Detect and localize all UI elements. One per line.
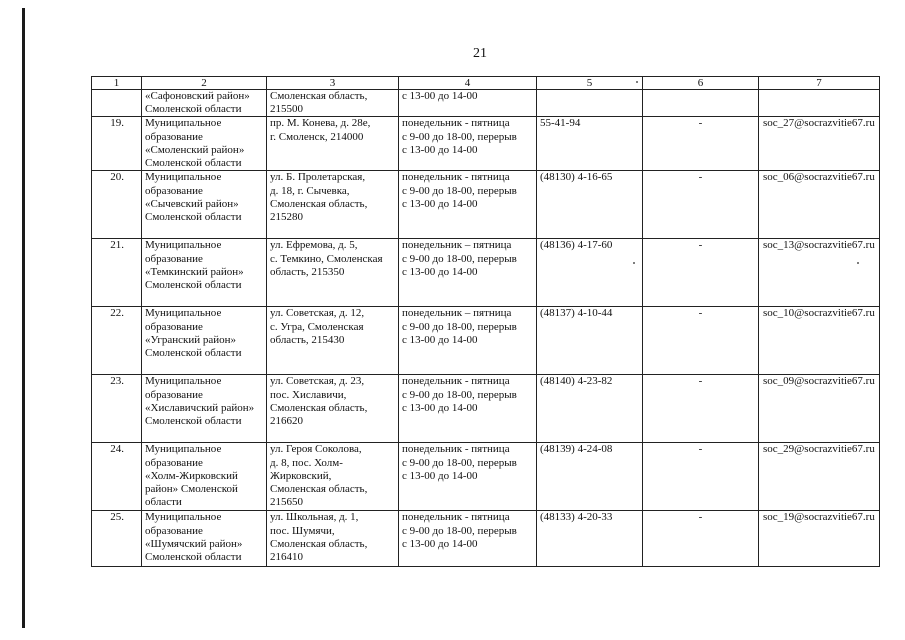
table-row [92,239,880,307]
name-line: образование [145,456,203,469]
name-line: Смоленской области [145,415,242,428]
scan-speck [857,262,859,264]
phone-number: (48136) 4-17-60 [537,239,643,307]
address-line: д. 18, г. Сычевка, [270,184,350,197]
hours-line: понедельник – пятница [402,307,512,320]
cell-address [267,117,399,171]
phone-number: (48130) 4-16-65 [537,171,643,239]
hours-line: понедельник - пятница [402,511,510,524]
address-line: 216410 [270,551,303,564]
table-row [92,443,880,511]
column-6-value: - [643,307,759,375]
name-line: образование [145,524,203,537]
hours-line: с 13-00 до 14-00 [402,197,478,210]
cell-name [142,443,267,511]
hours-line: с 13-00 до 14-00 [402,90,478,102]
row-number: 21. [92,239,142,307]
address-line: ул. Школьная, д. 1, [270,511,359,524]
row-number: 23. [92,375,142,443]
email-address: soc_06@socrazvitie67.ru [759,171,880,239]
hours-line: с 13-00 до 14-00 [402,401,478,414]
cell-name [142,90,267,117]
address-line: Смоленская область, [270,401,368,414]
address-line: область, 215430 [270,333,345,346]
name-line: «Смоленский район» [145,143,245,156]
name-line: Муниципальное [145,171,222,184]
phone-number: (48133) 4-20-33 [537,511,643,567]
table-row [92,375,880,443]
cell-address [267,443,399,511]
address-line: Смоленская область, [270,537,368,550]
cell-hours [399,443,537,511]
address-line: Смоленская область, [270,483,368,496]
row-number: 22. [92,307,142,375]
column-6-value [643,90,759,117]
table-row [92,307,880,375]
phone-number: (48140) 4-23-82 [537,375,643,443]
cell-name [142,511,267,567]
name-line: области [145,496,182,509]
cell-name [142,307,267,375]
hours-line: понедельник - пятница [402,171,510,184]
row-number: 19. [92,117,142,171]
name-line: «Хиславичский район» [145,401,255,414]
hours-line: с 9-00 до 18-00, перерыв [402,388,517,401]
name-line: Муниципальное [145,307,222,320]
column-number: 4 [399,77,537,90]
address-line: 215500 [270,103,303,116]
hours-line: с 9-00 до 18-00, перерыв [402,456,517,469]
phone-number [537,90,643,117]
cell-hours [399,239,537,307]
email-address: soc_27@socrazvitie67.ru [759,117,880,171]
address-line: Смоленская область, [270,197,368,210]
address-line: Жирковский, [270,469,332,482]
hours-line: понедельник - пятница [402,443,510,456]
email-address: soc_19@socrazvitie67.ru [759,511,880,567]
hours-line: с 9-00 до 18-00, перерыв [402,320,517,333]
cell-address [267,375,399,443]
table-row [92,511,880,567]
name-line: район» Смоленской [145,483,238,496]
address-line: область, 215350 [270,265,345,278]
cell-address [267,90,399,117]
name-line: образование [145,388,203,401]
column-6-value: - [643,375,759,443]
address-line: г. Смоленск, 214000 [270,130,364,143]
column-6-value: - [643,239,759,307]
address-line: 215650 [270,496,303,509]
cell-hours [399,117,537,171]
column-number: 2 [142,77,267,90]
column-number: 7 [759,77,880,90]
email-address: soc_29@socrazvitie67.ru [759,443,880,511]
email-address [759,90,880,117]
cell-hours [399,90,537,117]
phone-number: (48137) 4-10-44 [537,307,643,375]
cell-name [142,239,267,307]
name-line: Муниципальное [145,375,222,388]
column-number: 3 [267,77,399,90]
column-6-value: - [643,511,759,567]
column-number-row [92,77,880,90]
scan-speck [636,81,638,83]
name-line: Муниципальное [145,511,222,524]
cell-name [142,375,267,443]
name-line: Смоленской области [145,347,242,360]
table-row [92,90,880,117]
cell-hours [399,307,537,375]
address-line: ул. Ефремова, д. 5, [270,239,358,252]
name-line: Муниципальное [145,443,222,456]
column-number: 1 [92,77,142,90]
hours-line: с 9-00 до 18-00, перерыв [402,130,517,143]
table-row [92,171,880,239]
column-number: 5 [537,77,643,90]
hours-line: с 13-00 до 14-00 [402,333,478,346]
hours-line: с 13-00 до 14-00 [402,537,478,550]
row-number: 20. [92,171,142,239]
address-line: ул. Героя Соколова, [270,443,362,456]
hours-line: с 9-00 до 18-00, перерыв [402,252,517,265]
email-address: soc_13@socrazvitie67.ru [759,239,880,307]
name-line: «Темкинский район» [145,265,244,278]
name-line: Смоленской области [145,157,242,170]
column-6-value: - [643,171,759,239]
hours-line: с 13-00 до 14-00 [402,469,478,482]
cell-name [142,117,267,171]
email-address: soc_09@socrazvitie67.ru [759,375,880,443]
phone-number: (48139) 4-24-08 [537,443,643,511]
hours-line: с 13-00 до 14-00 [402,143,478,156]
cell-address [267,511,399,567]
row-number [92,90,142,117]
phone-number: 55-41-94 [537,117,643,171]
address-line: ул. Советская, д. 23, [270,375,365,388]
address-line: с. Угра, Смоленская [270,320,364,333]
address-line: ул. Советская, д. 12, [270,307,365,320]
column-6-value: - [643,117,759,171]
address-line: с. Темкино, Смоленская [270,252,383,265]
page-number: 21 [473,46,487,61]
address-line: пр. М. Конева, д. 28е, [270,117,371,130]
cell-name [142,171,267,239]
name-line: «Угранский район» [145,333,237,346]
hours-line: понедельник – пятница [402,239,512,252]
cell-hours [399,511,537,567]
name-line: Смоленской области [145,279,242,292]
row-number: 24. [92,443,142,511]
name-line: «Сычевский район» [145,197,239,210]
email-address: soc_10@socrazvitie67.ru [759,307,880,375]
name-line: «Шумячский район» [145,537,243,550]
name-line: образование [145,320,203,333]
address-line: 216620 [270,415,303,428]
hours-line: с 13-00 до 14-00 [402,265,478,278]
address-line: пос. Шумячи, [270,524,335,537]
hours-line: понедельник - пятница [402,375,510,388]
name-line: «Сафоновский район» [145,90,250,102]
hours-line: понедельник - пятница [402,117,510,130]
cell-hours [399,375,537,443]
cell-address [267,239,399,307]
hours-line: с 9-00 до 18-00, перерыв [402,184,517,197]
hours-line: с 9-00 до 18-00, перерыв [402,524,517,537]
binding-edge-line [22,8,25,628]
name-line: образование [145,184,203,197]
name-line: Смоленской области [145,551,242,564]
offices-table [91,76,880,567]
cell-address [267,307,399,375]
address-line: ул. Б. Пролетарская, [270,171,366,184]
address-line: Смоленская область, [270,90,368,102]
cell-hours [399,171,537,239]
scan-speck [633,262,635,264]
cell-address [267,171,399,239]
name-line: Смоленской области [145,211,242,224]
name-line: образование [145,252,203,265]
name-line: Муниципальное [145,239,222,252]
column-6-value: - [643,443,759,511]
column-number: 6 [643,77,759,90]
name-line: Смоленской области [145,103,242,116]
address-line: д. 8, пос. Холм- [270,456,343,469]
address-line: пос. Хиславичи, [270,388,347,401]
name-line: «Холм-Жирковский [145,469,238,482]
table-row [92,117,880,171]
name-line: образование [145,130,203,143]
row-number: 25. [92,511,142,567]
name-line: Муниципальное [145,117,222,130]
address-line: 215280 [270,211,303,224]
